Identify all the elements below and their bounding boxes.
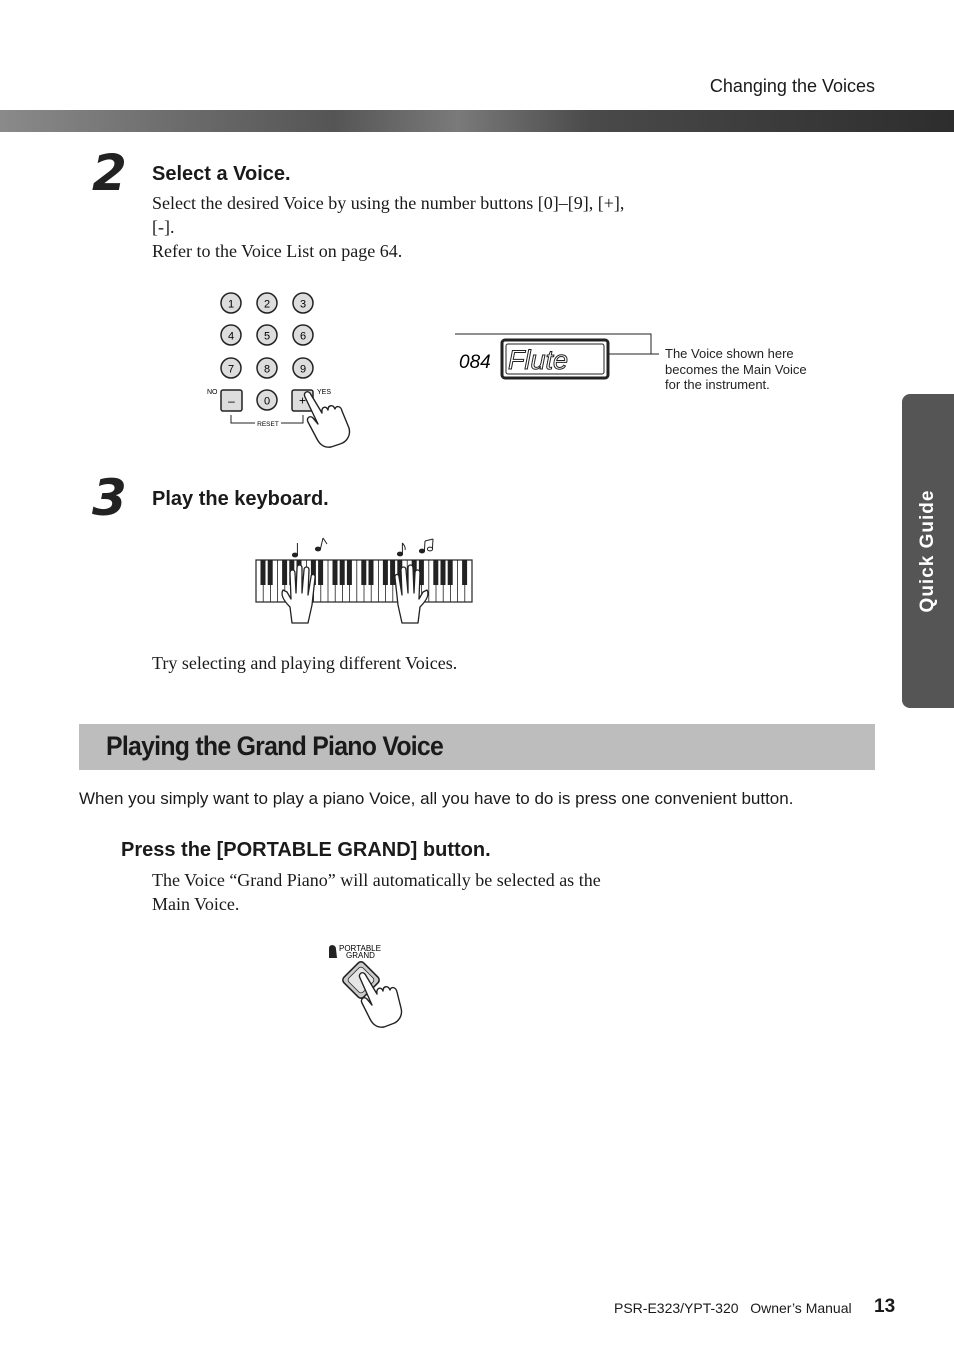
keypad-key-8: 8 xyxy=(263,363,271,376)
section-title: Playing the Grand Piano Voice xyxy=(106,731,444,761)
keypad-key-2: 2 xyxy=(263,298,271,311)
step-number-3: 3 xyxy=(92,469,127,527)
keypad-no-label: NO xyxy=(207,389,218,396)
step3-title: Play the keyboard. xyxy=(152,488,329,510)
keypad-row-1 xyxy=(221,293,313,313)
keypad-key-5: 5 xyxy=(263,330,271,343)
keypad-key-plus: + xyxy=(298,393,307,408)
keypad-row-2 xyxy=(221,325,313,345)
keyboard-illustration xyxy=(250,535,480,630)
keypad-key-6: 6 xyxy=(299,330,307,343)
keypad-yes-label: YES xyxy=(317,389,332,396)
keypad-key-1: 1 xyxy=(227,298,235,311)
step2-body-line3: Refer to the Voice List on page 64. xyxy=(152,241,403,261)
button-label-grand: GRAND xyxy=(346,951,375,960)
grand-piano-icon xyxy=(329,945,337,958)
music-notes-icon xyxy=(292,538,433,557)
section-body-line2: Main Voice. xyxy=(152,894,240,914)
step-number-2: 2 xyxy=(92,144,127,202)
pointing-hand-icon xyxy=(304,392,349,447)
running-header: Changing the Voices xyxy=(709,76,875,96)
section-header-bar xyxy=(79,724,875,770)
keypad-key-minus: – xyxy=(228,394,235,408)
keypad-key-7: 7 xyxy=(227,363,235,376)
callout-line-3: for the instrument. xyxy=(665,377,770,392)
side-tab-label: Quick Guide xyxy=(917,489,938,613)
button-label-portable: PORTABLE xyxy=(339,944,381,953)
section-intro: When you simply want to play a piano Voice, all you have to do is press one convenient button. xyxy=(79,789,794,808)
header-banner xyxy=(0,110,954,132)
keypad-reset-label: RESET xyxy=(257,421,279,428)
step2-body-line1: Select the desired Voice by using the number buttons [0]–[9], [+], xyxy=(152,193,625,213)
step2-title: Select a Voice. xyxy=(152,163,291,185)
keypad-key-0: 0 xyxy=(263,395,271,408)
keypad-row-4 xyxy=(221,390,313,411)
portable-grand-button-illustration xyxy=(322,940,412,1032)
step2-body-line2: [-]. xyxy=(152,217,175,237)
step3-note: Try selecting and playing different Voices. xyxy=(152,653,458,673)
footer-manual-label: Owner’s Manual xyxy=(750,1300,852,1316)
section-subtitle: Press the [PORTABLE GRAND] button. xyxy=(121,839,491,861)
side-tab xyxy=(902,394,954,708)
callout-line-1: The Voice shown here xyxy=(665,346,794,361)
page-number: 13 xyxy=(874,1296,896,1317)
footer-model xyxy=(614,1300,852,1316)
keypad-key-9: 9 xyxy=(299,363,307,376)
lcd-voice-number: 084 xyxy=(459,352,491,373)
lcd-voice-name: Flute xyxy=(508,345,569,375)
keypad-key-4: 4 xyxy=(227,330,235,343)
section-body-line1: The Voice “Grand Piano” will automatically be selected as the xyxy=(152,870,601,890)
lcd-display-illustration xyxy=(452,330,667,390)
pointing-hand-icon xyxy=(359,973,401,1027)
keypad-key-3: 3 xyxy=(299,298,307,311)
footer-model-number: PSR-E323/YPT-320 xyxy=(614,1300,739,1316)
number-keypad-illustration xyxy=(200,285,360,450)
keypad-row-3 xyxy=(221,358,313,378)
callout-line-2: becomes the Main Voice xyxy=(665,361,807,377)
display-callout xyxy=(665,346,807,393)
